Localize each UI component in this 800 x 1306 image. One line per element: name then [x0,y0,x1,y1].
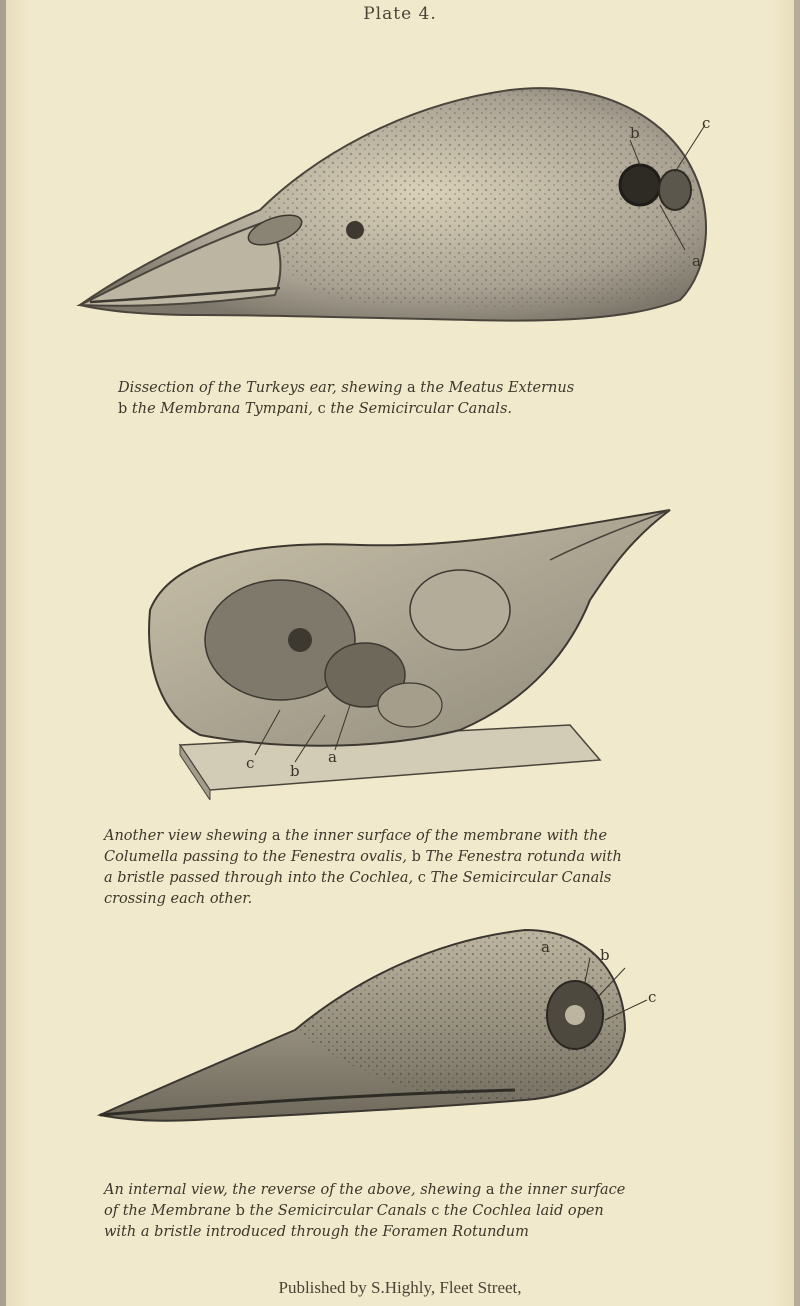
figure-2-caption-line2-end: The Fenestra rotunda with [425,849,622,865]
figure-2-caption-line1-end: the inner surface of the membrane with the [285,828,608,844]
figure-2-caption-key-b: b [411,849,421,865]
figure-1-label-a: a [692,252,701,270]
figure-3-caption-key-c: c [431,1203,440,1219]
figure-2-label-c: c [246,754,255,772]
figure-2-caption-key-a: a [271,828,281,844]
figure-2-skull-illustration [130,500,690,800]
figure-3-label-c: c [648,988,657,1006]
figure-1-caption-c: the Semicircular Canals. [330,401,512,417]
figure-2-label-a: a [328,748,337,766]
figure-1-label-c: c [702,114,711,132]
figure-2-caption-line2: Columella passing to the Fenestra ovalis, [104,849,407,865]
figure-3-caption-line1: An internal view, the reverse of the above, shewing [104,1182,482,1198]
figure-3-caption [104,1180,764,1243]
figure-1-caption-key-c: c [317,401,326,417]
figure-3-caption-key-a: a [485,1182,495,1198]
page-edge-left [0,0,6,1306]
figure-3-caption-line3: with a bristle introduced through the Foramen Rotundum [104,1224,529,1240]
figure-2-caption [104,826,754,910]
figure-2-label-b: b [290,762,300,780]
plate-number: Plate 4. [363,4,437,24]
figure-3-caption-line1-end: the inner surface [499,1182,626,1198]
figure-2-caption-line3-end: The Semicircular Canals [430,870,612,886]
figure-3-skull-illustration [95,920,675,1140]
figure-2-caption-line1: Another view shewing [104,828,268,844]
figure-3-caption-line2: of the Membrane [104,1203,232,1219]
figure-1-caption [118,378,738,420]
figure-1-caption-line1: Dissection of the Turkeys ear, shewing [118,380,403,396]
figure-1-head-illustration [70,70,750,340]
figure-1-caption-key-a: a [407,380,416,396]
figure-3-caption-line2-mid: the Semicircular Canals [249,1203,427,1219]
figure-2-caption-key-c: c [417,870,426,886]
figure-3-label-a: a [541,938,550,956]
figure-3-label-b: b [600,946,610,964]
figure-1-caption-line1-end: the Meatus Externus [420,380,575,396]
figure-2-caption-line4: crossing each other. [104,891,253,907]
figure-3-caption-key-b: b [235,1203,245,1219]
page-edge-right [794,0,800,1306]
figure-1-caption-b: the Membrana Tympani, [131,401,314,417]
figure-3-caption-line2-end: the Cochlea laid open [443,1203,604,1219]
publisher-imprint: Published by S.Highly, Fleet Street, [278,1278,522,1297]
figure-1-caption-key-b: b [118,401,128,417]
figure-2-caption-line3: a bristle passed through into the Cochlea, [104,870,414,886]
figure-1-label-b: b [630,124,640,142]
